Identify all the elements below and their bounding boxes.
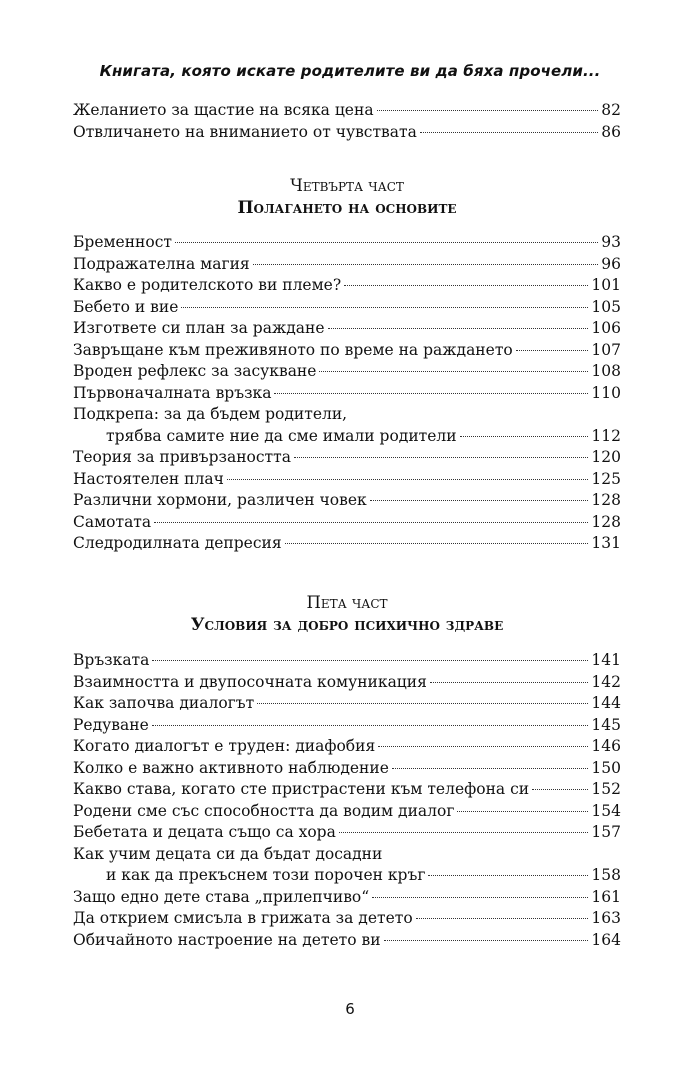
toc-entry (73, 426, 621, 448)
dot-leader (532, 789, 588, 790)
dot-leader (377, 110, 599, 111)
toc-entry-title: и как да прекъснем този порочен кръг (106, 866, 426, 884)
toc-entry-page: 141 (591, 651, 621, 669)
toc-entry-page: 142 (591, 672, 621, 691)
toc-entry-title: Взаимността и двупосочната комуникация (73, 672, 427, 691)
running-head: Книгата, която искате родителите ви да бяха прочели... (99, 62, 601, 80)
toc-entry-title: Защо едно дете става „прилепчиво“ (73, 887, 370, 906)
toc-entry-title: Да открием смисъла в грижата за детето (73, 909, 413, 927)
toc-entry (73, 822, 621, 844)
dot-leader (175, 242, 598, 243)
toc-top-section (73, 100, 621, 143)
toc-entry-page: 150 (591, 758, 621, 777)
part5-title: Условия за добро психично здраве (190, 615, 504, 635)
toc-entry-page: 107 (591, 340, 621, 359)
toc-entry-page: 146 (591, 737, 621, 755)
toc-entry-page: 120 (591, 448, 621, 466)
toc-entry-title: Самотата (73, 512, 152, 531)
dot-leader (257, 703, 588, 704)
dot-leader (319, 371, 588, 372)
toc-entry-page: 105 (591, 297, 621, 316)
dot-leader (416, 918, 589, 919)
toc-entry-title: Родени сме със способността да водим диалог (73, 801, 455, 820)
toc-entry (73, 512, 621, 534)
toc-entry-title: Колко е важно активното наблюдение (73, 758, 389, 777)
toc-entry (73, 469, 621, 491)
toc-entry (73, 254, 621, 276)
toc-entry-page: 158 (591, 866, 621, 884)
toc-entry-page: 112 (591, 426, 621, 445)
dot-leader (384, 940, 589, 941)
toc-entry (73, 122, 621, 144)
toc-entry-title: Отвличането на вниманието от чувствата (73, 122, 417, 141)
dot-leader (152, 660, 588, 661)
toc-entry-page: 101 (591, 276, 621, 294)
dot-leader (430, 682, 589, 683)
dot-leader (378, 746, 588, 747)
toc-entry-title: Бебето и вие (73, 297, 179, 316)
toc-entry-page: 128 (591, 491, 621, 509)
toc-entry-page: 154 (591, 801, 621, 820)
toc-entry-page: 145 (591, 715, 621, 734)
toc-entry-title: Подкрепа: за да бъдем родители, (73, 405, 348, 423)
toc-entry (73, 361, 621, 383)
toc-entry (73, 865, 621, 887)
dot-leader (285, 543, 589, 544)
dot-leader (457, 811, 588, 812)
toc-entry-page: 161 (591, 887, 621, 906)
toc-entry (73, 930, 621, 952)
toc-entry (73, 650, 621, 672)
part4-title: Полагането на основите (237, 198, 457, 218)
toc-entry-page: 96 (601, 254, 621, 273)
toc-entry-page: 163 (591, 909, 621, 927)
toc-entry-page: 144 (591, 694, 621, 712)
toc-entry (73, 340, 621, 362)
toc-entry (73, 693, 621, 715)
dot-leader (372, 897, 588, 898)
toc-entry-title: Връзката (73, 651, 150, 669)
dot-leader (516, 350, 589, 351)
toc-entry-title: Какво е родителското ви племе? (73, 276, 342, 294)
dot-leader (370, 500, 589, 501)
toc-entry-title: Изгответе си план за раждане (73, 319, 325, 337)
toc-entry-title: Бременност (73, 233, 172, 251)
dot-leader (154, 522, 588, 523)
toc-entry-page: 93 (601, 233, 621, 251)
part5-entries (73, 650, 621, 951)
toc-entry (73, 100, 621, 122)
dot-leader (328, 328, 589, 329)
toc-entry (73, 275, 621, 297)
toc-entry-title: Завръщане към преживяното по време на раждането (73, 340, 513, 359)
toc-entry (73, 232, 621, 254)
toc-entry-page: 108 (591, 362, 621, 380)
toc-entry-title: Подражателна магия (73, 254, 250, 273)
toc-entry (73, 490, 621, 512)
toc-entry-title: Редуване (73, 715, 149, 734)
dot-leader (428, 875, 588, 876)
dot-leader (392, 768, 589, 769)
toc-entry (73, 672, 621, 694)
toc-entry-page: 157 (591, 823, 621, 841)
toc-entry (73, 908, 621, 930)
toc-entry-title: Първоначалната връзка (73, 383, 272, 402)
toc-entry-title: Обичайното настроение на детето ви (73, 930, 381, 949)
toc-entry-title: Бебетата и децата също са хора (73, 823, 336, 841)
toc-entry-title: Вроден рефлекс за засукване (73, 362, 317, 380)
part5-label: Пета част (306, 593, 388, 612)
dot-leader (227, 479, 589, 480)
toc-entry (73, 736, 621, 758)
toc-entry (73, 844, 621, 866)
toc-entry (73, 715, 621, 737)
toc-entry (73, 887, 621, 909)
toc-entry-page: 82 (601, 101, 621, 119)
part5-heading (73, 592, 621, 636)
toc-entry (73, 779, 621, 801)
toc-entry-title: Желанието за щастие на всяка цена (73, 101, 374, 119)
dot-leader (420, 132, 598, 133)
toc-entry-title: Когато диалогът е труден: диафобия (73, 737, 376, 755)
part4-heading (73, 175, 621, 219)
toc-entry-title: трябва самите ние да сме имали родители (106, 426, 457, 445)
dot-leader (152, 725, 589, 726)
toc-entry-title: Теория за привързаността (73, 448, 291, 466)
toc-entry-page: 106 (591, 319, 621, 337)
toc-entry-title: Следродилната депресия (73, 534, 282, 552)
toc-entry-page: 128 (591, 512, 621, 531)
part4-entries (73, 232, 621, 555)
dot-leader (339, 832, 589, 833)
toc-entry (73, 297, 621, 319)
toc-entry-page: 110 (591, 383, 621, 402)
dot-leader (460, 436, 589, 437)
dot-leader (294, 457, 588, 458)
toc-entry (73, 404, 621, 426)
toc-entry (73, 383, 621, 405)
toc-entry (73, 447, 621, 469)
toc-entry-title: Различни хормони, различен човек (73, 491, 367, 509)
toc-entry-page: 131 (591, 534, 621, 552)
toc-entry-page: 86 (601, 122, 621, 141)
dot-leader (181, 307, 588, 308)
toc-entry-page: 125 (591, 469, 621, 488)
toc-entry-title: Настоятелен плач (73, 469, 224, 488)
page-number: 6 (345, 1000, 355, 1018)
toc-entry-title: Как учим децата си да бъдат досадни (73, 844, 383, 863)
dot-leader (274, 393, 588, 394)
dot-leader (253, 264, 599, 265)
part4-label: Четвърта част (290, 176, 404, 195)
toc-entry-title: Какво става, когато сте пристрастени към телефона си (73, 780, 530, 798)
toc-entry (73, 801, 621, 823)
dot-leader (344, 285, 588, 286)
toc-entry-title: Как започва диалогът (73, 694, 255, 712)
toc-entry (73, 533, 621, 555)
toc-entry-page: 152 (591, 780, 621, 798)
toc-entry (73, 318, 621, 340)
toc-entry (73, 758, 621, 780)
toc-entry-page: 164 (591, 930, 621, 949)
